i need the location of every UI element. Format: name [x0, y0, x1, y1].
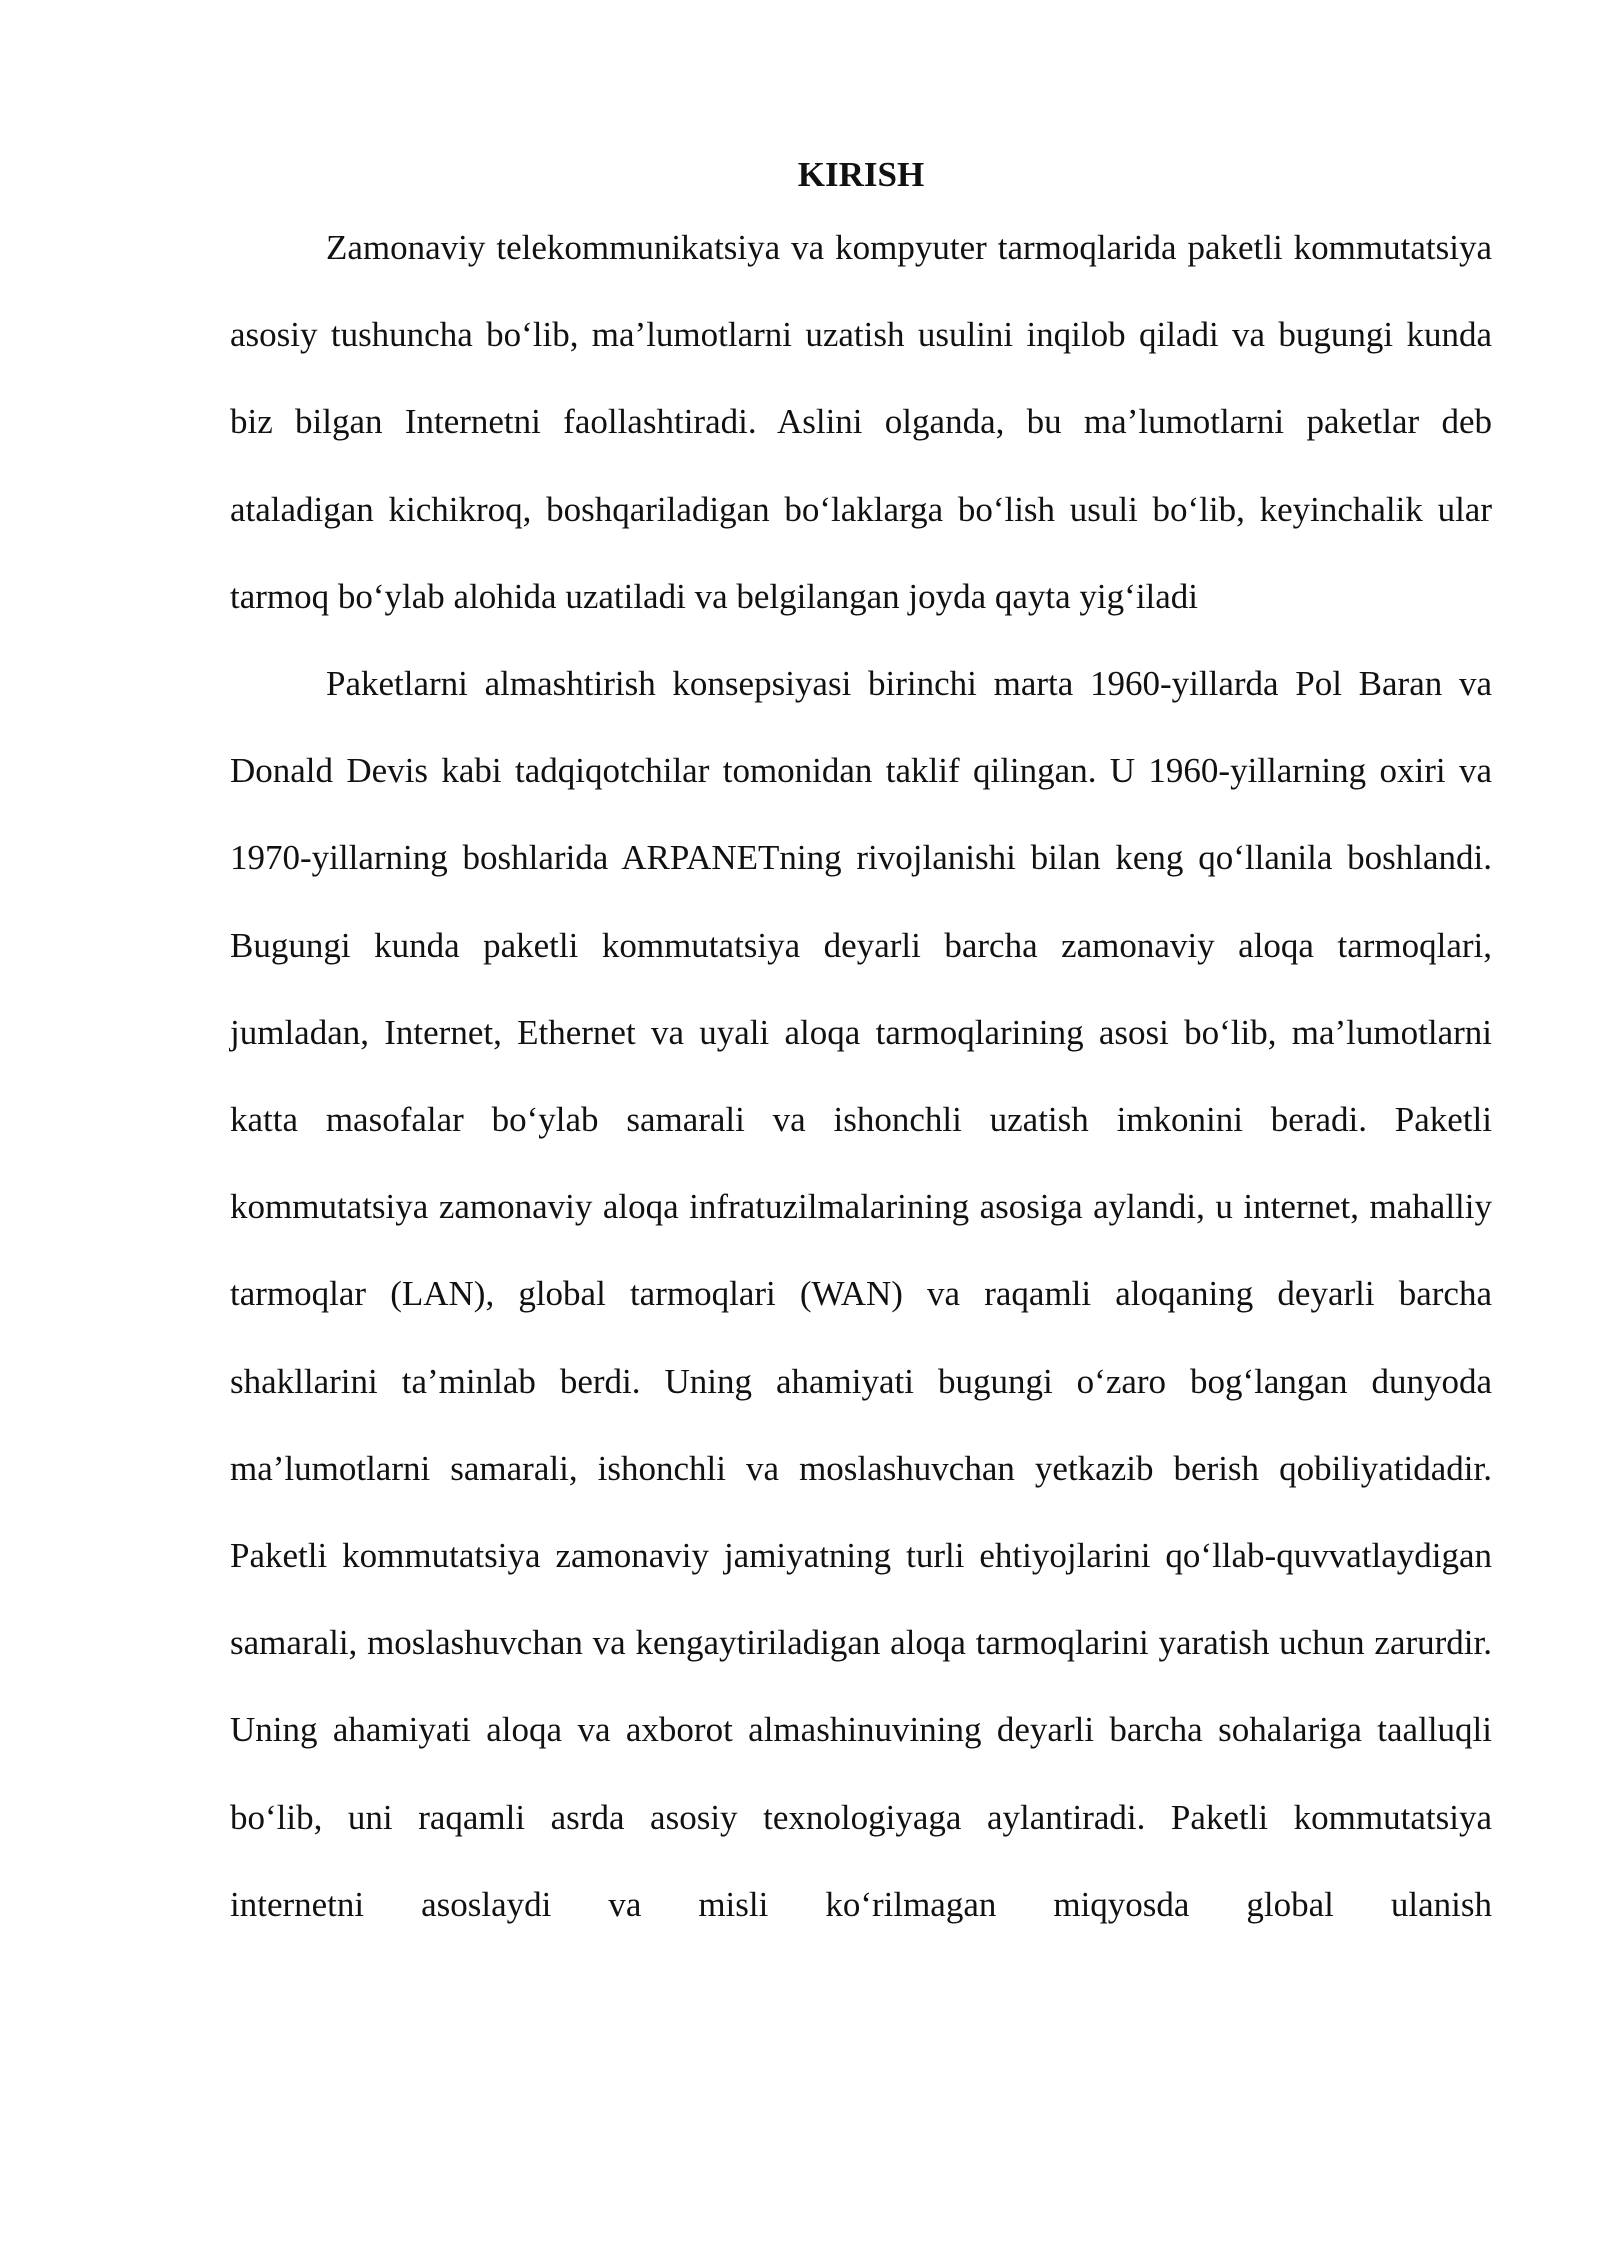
document-body	[230, 146, 1492, 1948]
paragraph-1: Zamonaviy telekommunikatsiya va kompyuter tarmoqlarida paketli kommutatsiya asosiy tushuncha bo‘lib, ma’lumotlarni uzatish usulini inqilob qiladi va bugungi kunda biz bilgan Internetni faollashtiradi. Aslini olganda, bu ma’lumotlarni paketlar deb ataladigan kichikroq, boshqariladigan bo‘laklarga bo‘lish usuli bo‘lib, keyinchalik ular tarmoq bo‘ylab alohida uzatiladi va belgilangan joyda qayta yig‘iladi	[230, 228, 1492, 616]
paragraph-2: Paketlarni almashtirish konsepsiyasi birinchi marta 1960-yillarda Pol Baran va Donald Devis kabi tadqiqotchilar tomonidan taklif qilingan. U 1960-yillarning oxiri va 1970-yillarning boshlarida ARPANETning rivojlanishi bilan keng qo‘llanila boshlandi. Bugungi kunda paketli kommutatsiya deyarli barcha zamonaviy aloqa tarmoqlari, jumladan, Internet, Ethernet va uyali aloqa tarmoqlarining asosi bo‘lib, ma’lumotlarni katta masofalar bo‘ylab samarali va ishonchli uzatish imkonini beradi. Paketli kommutatsiya zamonaviy aloqa infratuzilmalarining asosiga aylandi, u internet, mahalliy tarmoqlar (LAN), global tarmoqlari (WAN) va raqamli aloqaning deyarli barcha shakllarini ta’minlab berdi. Uning ahamiyati bugungi o‘zaro bog‘langan dunyoda ma’lumotlarni samarali, ishonchli va moslashuvchan yetkazib berish qobiliyatidadir. Paketli kommutatsiya zamonaviy jamiyatning turli ehtiyojlarini qo‘llab-quvvatlaydigan samarali, moslashuvchan va kengaytiriladigan aloqa tarmoqlarini yaratish uchun zarurdir. Uning ahamiyati aloqa va axborot almashinuvining deyarli barcha sohalariga taalluqli bo‘lib, uni raqamli asrda asosiy texnologiyaga aylantiradi. Paketli kommutatsiya internetni asoslaydi va misli ko‘rilmagan miqyosda global ulanish	[230, 664, 1492, 1924]
section-heading: KIRISH	[797, 155, 925, 194]
